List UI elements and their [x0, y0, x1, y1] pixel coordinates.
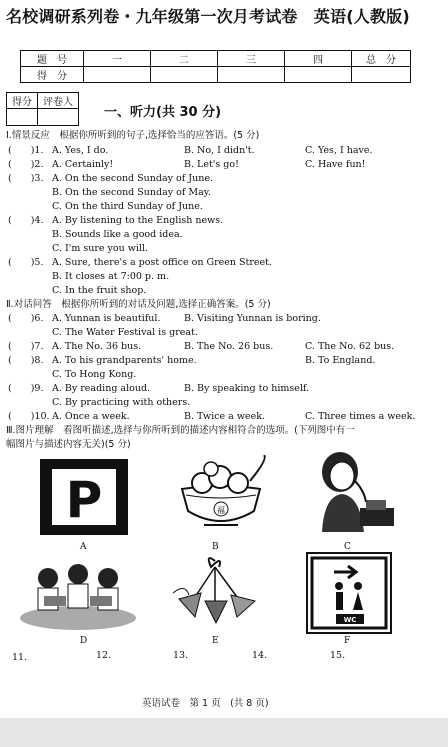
- score-cell: [352, 67, 411, 83]
- answer-12: 12.: [96, 650, 112, 661]
- section1-title: 一、听力(共 30 分): [104, 105, 222, 120]
- q8-b: B. To England.: [305, 355, 376, 366]
- q10-num: ( )10.: [8, 411, 50, 422]
- q10-c: C. Three times a week.: [305, 411, 416, 422]
- girl-on-phone-icon: [302, 450, 402, 536]
- q8-a: A. To his grandparents' home.: [52, 355, 197, 366]
- q6-b: B. Visiting Yunnan is boring.: [184, 313, 321, 324]
- q1-num: ( )1.: [8, 145, 44, 156]
- q5-num: ( )5.: [8, 257, 44, 268]
- q9-b: B. By speaking to himself.: [184, 383, 310, 394]
- q3-a: A. On the second Sunday of June.: [52, 173, 213, 184]
- grader-cell: [7, 109, 38, 126]
- q10-a: A. Once a week.: [52, 411, 130, 422]
- q6-c: C. The Water Festival is great.: [52, 327, 198, 338]
- q5-c: C. In the fruit shop.: [52, 285, 147, 296]
- q3-num: ( )3.: [8, 173, 44, 184]
- q2-c: C. Have fun!: [305, 159, 366, 170]
- q7-b: B. The No. 26 bus.: [184, 341, 274, 352]
- q10-b: B. Twice a week.: [184, 411, 265, 422]
- answer-11: 11.: [12, 652, 28, 663]
- score-row-label: 得 分: [21, 67, 84, 83]
- score-cell: [285, 67, 352, 83]
- q4-a: A. By listening to the English news.: [52, 215, 224, 226]
- q4-num: ( )4.: [8, 215, 44, 226]
- q2-a: A. Certainly!: [52, 159, 114, 170]
- score-header-cell: 三: [218, 51, 285, 67]
- q6-num: ( )6.: [8, 313, 44, 324]
- q4-b: B. Sounds like a good idea.: [52, 229, 183, 240]
- score-header-cell: 四: [285, 51, 352, 67]
- q5-a: A. Sure, there's a post office on Green Street.: [52, 257, 272, 268]
- bowl-character: 福: [217, 506, 225, 515]
- exam-title: 名校调研系列卷・九年级第一次月考试卷 英语(人教版): [6, 7, 410, 26]
- dumpling-bowl-icon: [168, 455, 274, 537]
- score-header-cell: 二: [151, 51, 218, 67]
- pic-label-c: C: [344, 542, 351, 552]
- zongzi-icon: [165, 553, 265, 633]
- q9-a: A. By reading aloud.: [52, 383, 151, 394]
- grader-cell: [38, 109, 79, 126]
- wc-text: WC: [343, 616, 357, 624]
- wc-sign-icon: [306, 552, 392, 634]
- q2-b: B. Let's go!: [184, 159, 239, 170]
- part3-header-cont: 幅图片与描述内容无关)(5 分): [6, 439, 131, 450]
- parking-sign-icon: [40, 459, 128, 535]
- part1-header: Ⅰ.情景反应 根据你所听到的句子,选择恰当的应答语。(5 分): [6, 130, 260, 141]
- grader-score-label: 得分: [7, 93, 38, 109]
- q7-num: ( )7.: [8, 341, 44, 352]
- q9-num: ( )9.: [8, 383, 44, 394]
- score-table: [20, 50, 411, 83]
- score-cell: [151, 67, 218, 83]
- pic-label-d: D: [80, 636, 88, 646]
- q1-c: C. Yes, I have.: [305, 145, 373, 156]
- part2-header: Ⅱ.对话问答 根据你所听到的对话及问题,选择正确答案。(5 分): [6, 299, 271, 310]
- pic-label-e: E: [212, 636, 219, 646]
- pic-label-b: B: [212, 542, 219, 552]
- q7-c: C. The No. 62 bus.: [305, 341, 395, 352]
- students-reading-icon: [18, 560, 138, 632]
- score-header-cell: 总 分: [352, 51, 411, 67]
- score-header-cell: 题 号: [21, 51, 84, 67]
- score-cell: [218, 67, 285, 83]
- q7-a: A. The No. 36 bus.: [52, 341, 142, 352]
- q6-a: A. Yunnan is beautiful.: [52, 313, 161, 324]
- answer-13: 13.: [173, 650, 189, 661]
- score-cell: [84, 67, 151, 83]
- grader-table: [6, 92, 79, 126]
- part3-header: Ⅲ.图片理解 看图听描述,选择与你所听到的描述内容相符合的选项。(下列图中有一: [6, 425, 355, 436]
- q2-num: ( )2.: [8, 159, 44, 170]
- answer-14: 14.: [252, 650, 268, 661]
- answer-15: 15.: [330, 650, 346, 661]
- page-footer: 英语试卷 第 1 页 (共 8 页): [142, 698, 269, 709]
- q5-b: B. It closes at 7:00 p. m.: [52, 271, 170, 282]
- q1-a: A. Yes, I do.: [52, 145, 109, 156]
- q4-c: C. I'm sure you will.: [52, 243, 149, 254]
- grader-person-label: 评卷人: [38, 93, 79, 109]
- q9-c: C. By practicing with others.: [52, 397, 191, 408]
- q3-c: C. On the third Sunday of June.: [52, 201, 203, 212]
- pic-label-f: F: [344, 636, 351, 646]
- pic-label-a: A: [80, 542, 87, 552]
- q1-b: B. No, I didn't.: [184, 145, 255, 156]
- score-header-cell: 一: [84, 51, 151, 67]
- q3-b: B. On the second Sunday of May.: [52, 187, 211, 198]
- q8-num: ( )8.: [8, 355, 44, 366]
- q8-c: C. To Hong Kong.: [52, 369, 137, 380]
- parking-letter: P: [65, 471, 103, 529]
